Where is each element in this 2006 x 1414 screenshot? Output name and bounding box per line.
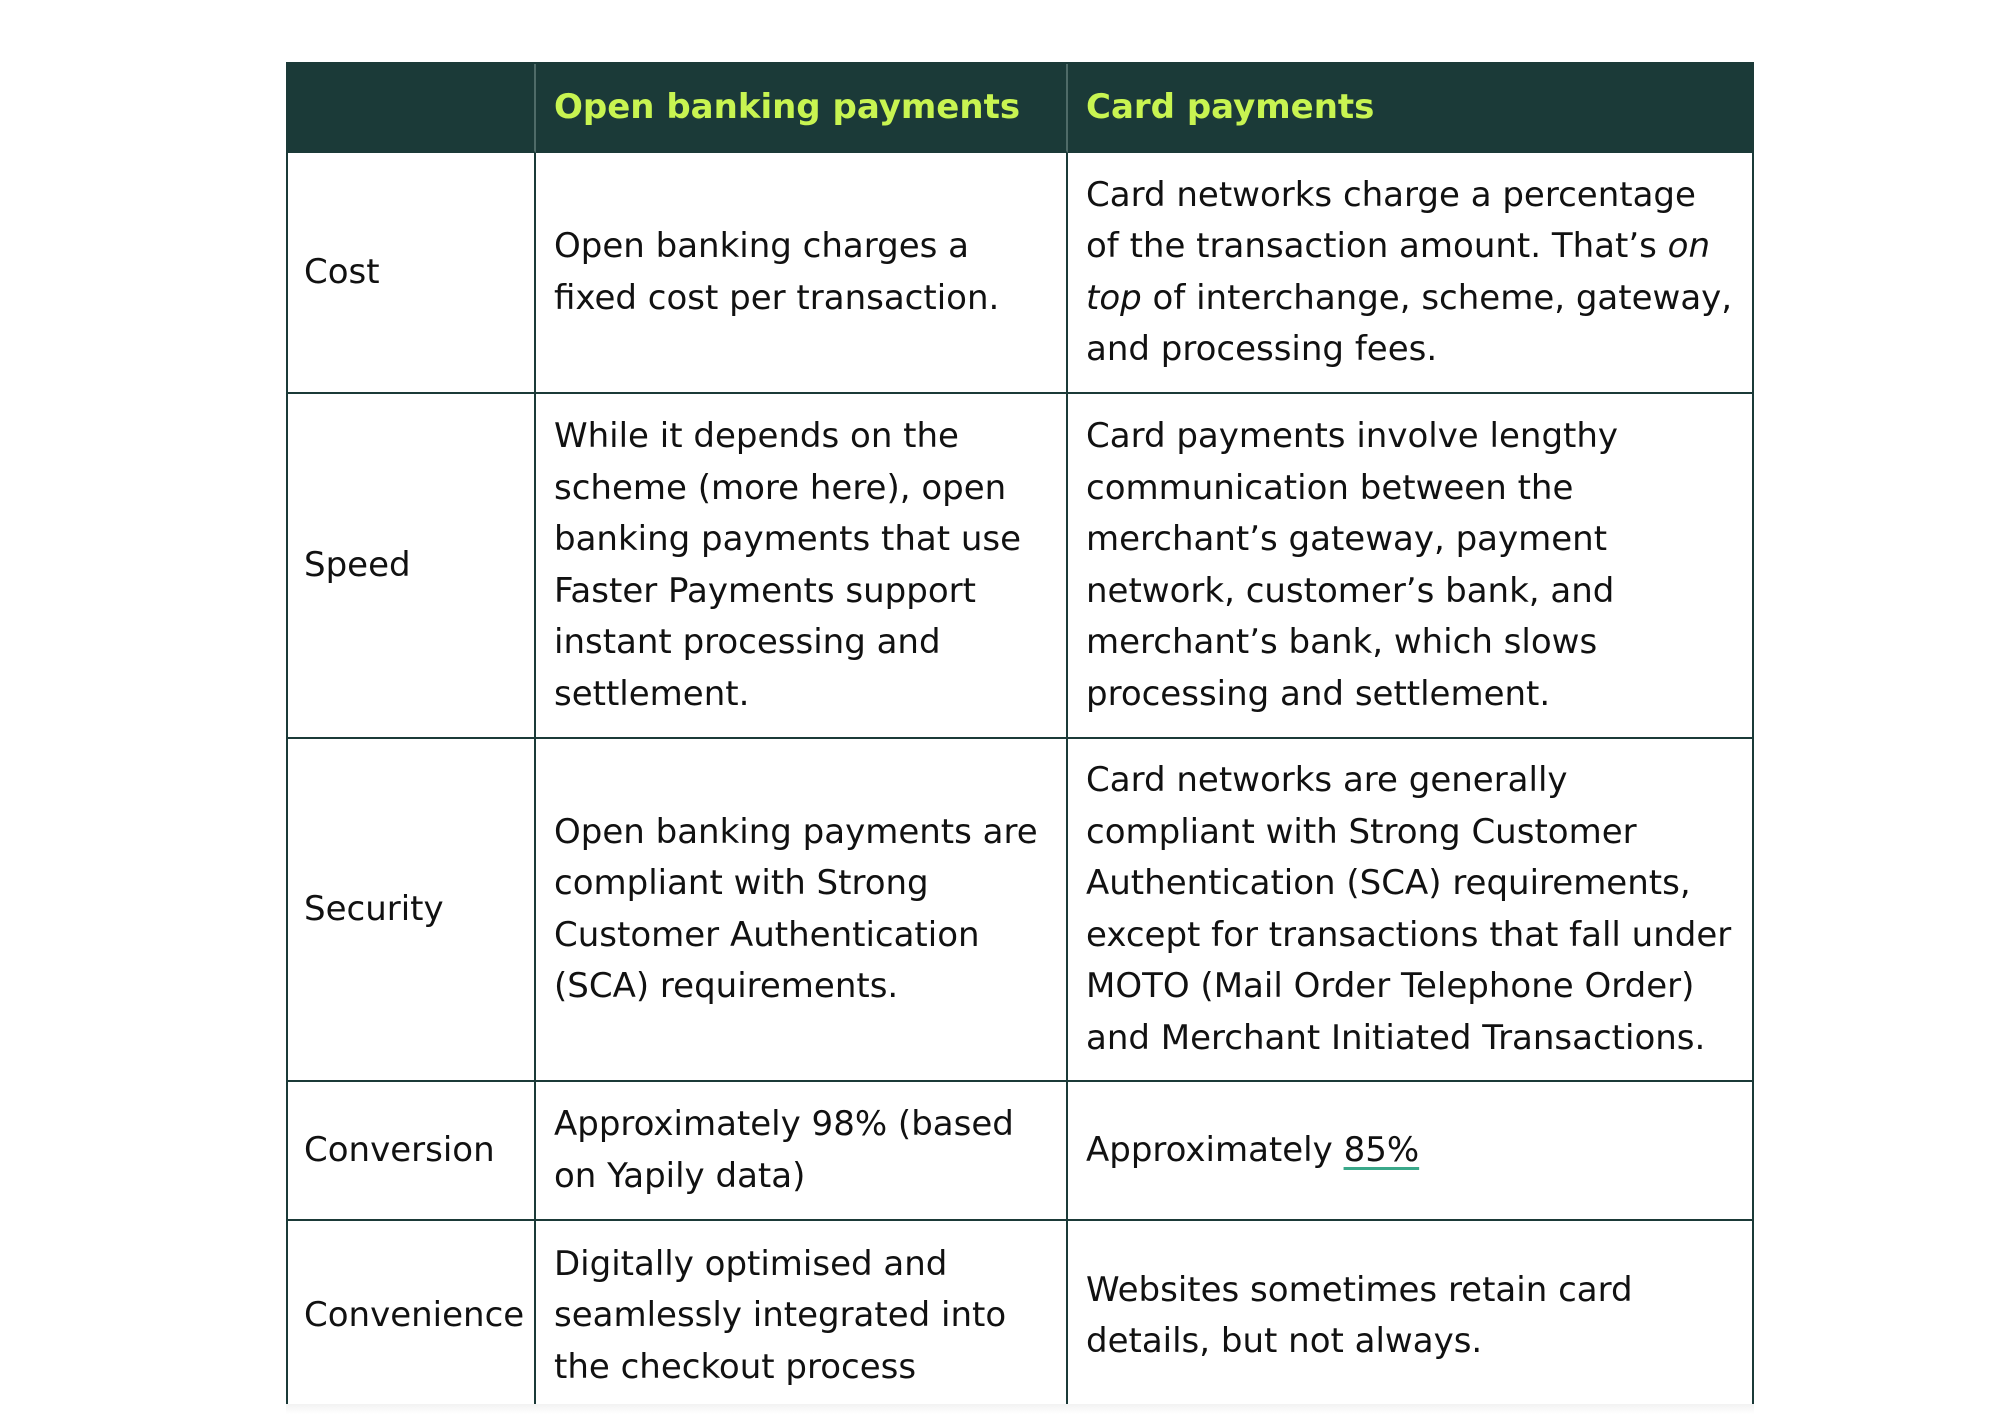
header-card-payments: Card payments (1068, 64, 1752, 153)
card-convenience: Websites sometimes retain card details, but not always. (1086, 1269, 1633, 1361)
card-cost-part-2: of interchange, scheme, gateway, and processing fees. (1086, 277, 1733, 369)
card-cost (1068, 153, 1752, 394)
row-label-speed: Speed (288, 394, 536, 739)
card-cost-text (1086, 170, 1734, 376)
header-open-banking: Open banking payments (536, 64, 1068, 153)
card-conversion (1068, 1082, 1752, 1221)
card-cost-italic: on top (1086, 226, 1711, 318)
header-empty-cell (288, 64, 536, 153)
card-conversion-prefix: Approximately (1086, 1129, 1344, 1170)
open-banking-security: Open banking payments are compliant with Strong Customer Authentication (SCA) requirements. (536, 739, 1068, 1082)
open-banking-cost: Open banking charges a fixed cost per transaction. (536, 153, 1068, 394)
row-label-security: Security (288, 739, 536, 1082)
card-cost-part-1: Card networks charge a percentage of the transaction amount. That’s (1086, 174, 1696, 266)
bottom-fade (286, 1404, 1754, 1414)
card-security: Card networks are generally compliant with Strong Customer Authentication (SCA) requirements, except for transactions that fall under MOTO (Mail Order Telephone Order) and Merchant Initiated Transactions. (1068, 739, 1752, 1082)
open-banking-conversion: Approximately 98% (based on Yapily data) (536, 1082, 1068, 1221)
card-conversion-text (1086, 1125, 1419, 1177)
row-label-convenience: Convenience (288, 1221, 536, 1411)
card-conversion-link[interactable]: 85% (1343, 1129, 1420, 1170)
open-banking-convenience: Digitally optimised and seamlessly integrated into the checkout process (536, 1221, 1068, 1411)
row-label-cost: Cost (288, 153, 536, 394)
card-speed: Card payments involve lengthy communication between the merchant’s gateway, payment network, customer’s bank, and merchant’s bank, which slows processing and settlement. (1068, 394, 1752, 739)
comparison-table (286, 62, 1754, 1408)
open-banking-speed: While it depends on the scheme (more here), open banking payments that use Faster Payments support instant processing and settlement. (536, 394, 1068, 739)
row-label-conversion: Conversion (288, 1082, 536, 1221)
